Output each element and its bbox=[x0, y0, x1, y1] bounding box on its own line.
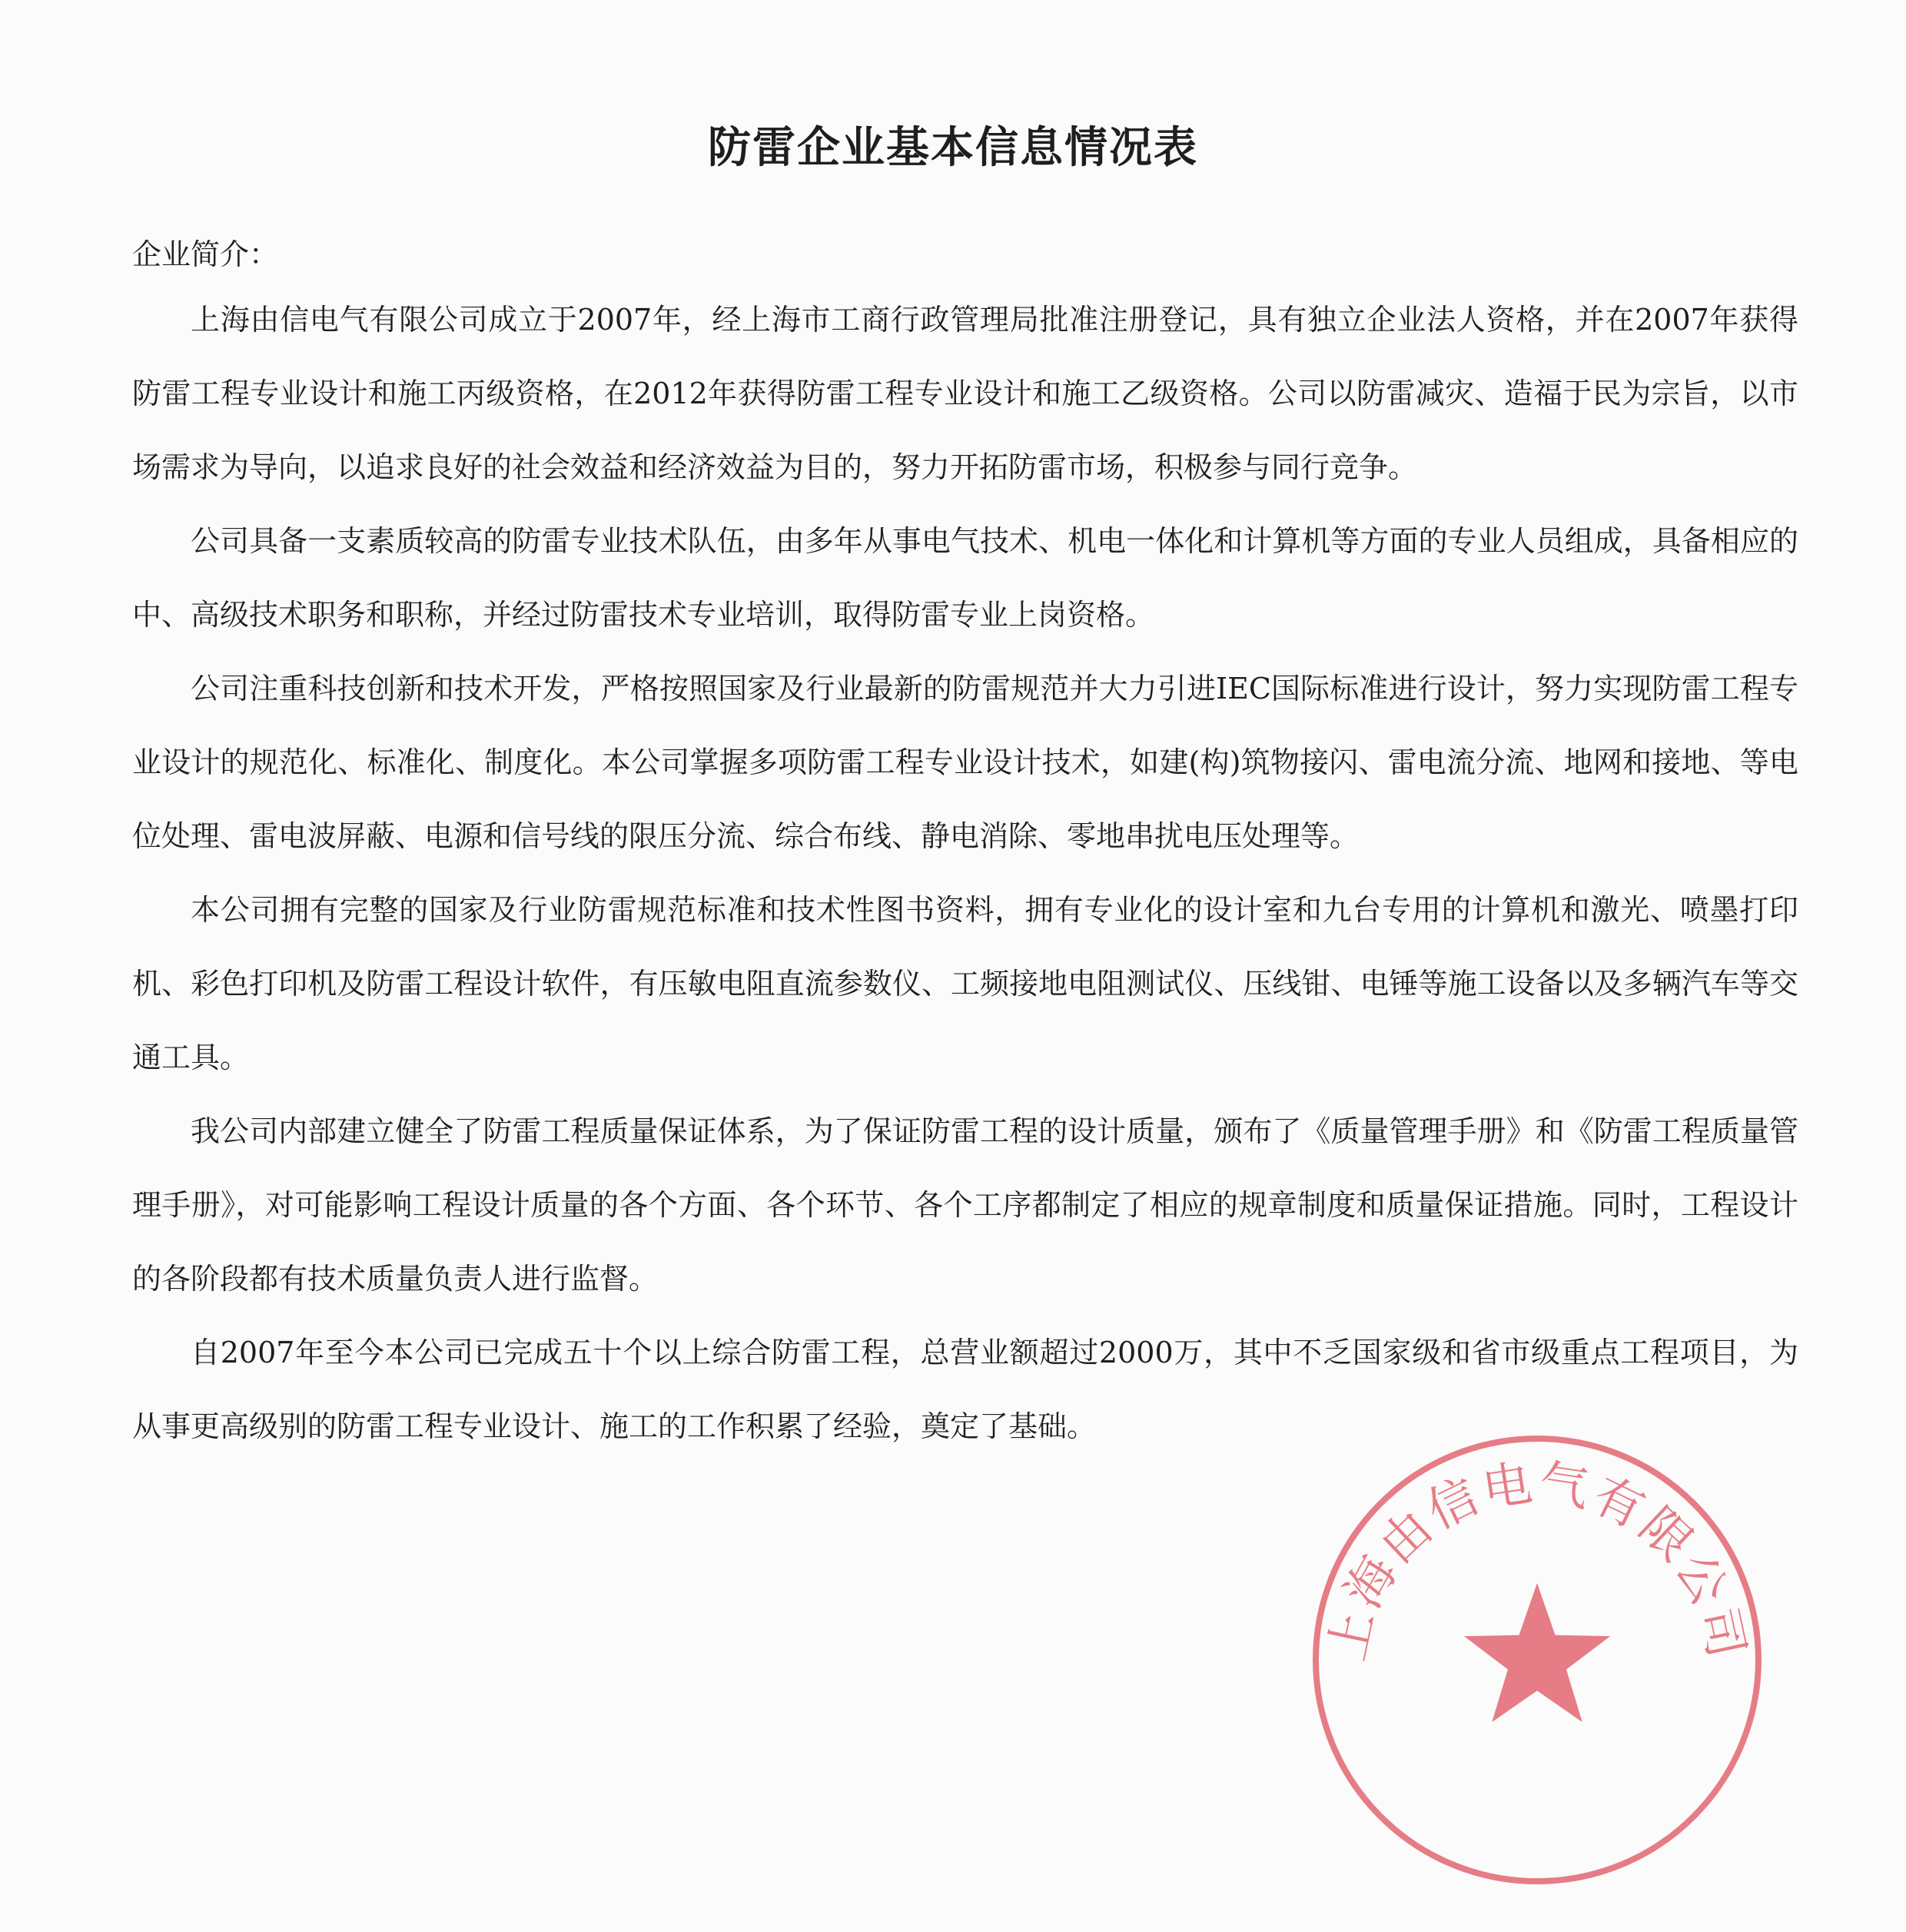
star-icon bbox=[1464, 1583, 1610, 1722]
seal-text: 上海由信电气有限公司 bbox=[1319, 1454, 1755, 1666]
seal-ring bbox=[1316, 1439, 1758, 1881]
paragraph-2: 公司具备一支素质较高的防雷专业技术队伍，由多年从事电气技术、机电一体化和计算机等方面的专业人员组成，具备相应的中、高级技术职务和职称，并经过防雷技术专业培训，取得防雷专业上岗资格。 bbox=[132, 524, 1798, 632]
paragraph-6: 自2007年至今本公司已完成五十个以上综合防雷工程，总营业额超过2000万，其中不乏国家级和省市级重点工程项目，为从事更高级别的防雷工程专业设计、施工的工作积累了经验，奠定了基础。 bbox=[132, 1336, 1798, 1443]
paragraph-3: 公司注重科技创新和技术开发，严格按照国家及行业最新的防雷规范并大力引进IEC国际标准进行设计，努力实现防雷工程专业设计的规范化、标准化、制度化。本公司掌握多项防雷工程专业设计技术，如建(构)筑物接闪、雷电流分流、地网和接地、等电位处理、雷电波屏蔽、电源和信号线的限压分流、综合布线、静电消除、零地串扰电压处理等。 bbox=[132, 672, 1798, 853]
company-seal bbox=[1307, 1429, 1768, 1891]
page-title: 防雷企业基本信息情况表 bbox=[708, 123, 1198, 173]
intro-label: 企业简介： bbox=[132, 237, 279, 271]
paragraph-5: 我公司内部建立健全了防雷工程质量保证体系，为了保证防雷工程的设计质量，颁布了《质量管理手册》和《防雷工程质量管理手册》，对可能影响工程设计质量的各个方面、各个环节、各个工序都制定了相应的规章制度和质量保证措施。同时，工程设计的各阶段都有技术质量负责人进行监督。 bbox=[132, 1114, 1798, 1296]
document-body bbox=[132, 283, 1798, 1463]
paragraph-4: 本公司拥有完整的国家及行业防雷规范标准和技术性图书资料，拥有专业化的设计室和九台专用的计算机和激光、喷墨打印机、彩色打印机及防雷工程设计软件，有压敏电阻直流参数仪、工频接地电阻测试仪、压线钳、电锤等施工设备以及多辆汽车等交通工具。 bbox=[132, 893, 1798, 1074]
paragraph-1: 上海由信电气有限公司成立于2007年，经上海市工商行政管理局批准注册登记，具有独立企业法人资格，并在2007年获得防雷工程专业设计和施工丙级资格，在2012年获得防雷工程专业设计和施工乙级资格。公司以防雷减灾、造福于民为宗旨，以市场需求为导向，以追求良好的社会效益和经济效益为目的，努力开拓防雷市场，积极参与同行竞争。 bbox=[132, 303, 1798, 484]
